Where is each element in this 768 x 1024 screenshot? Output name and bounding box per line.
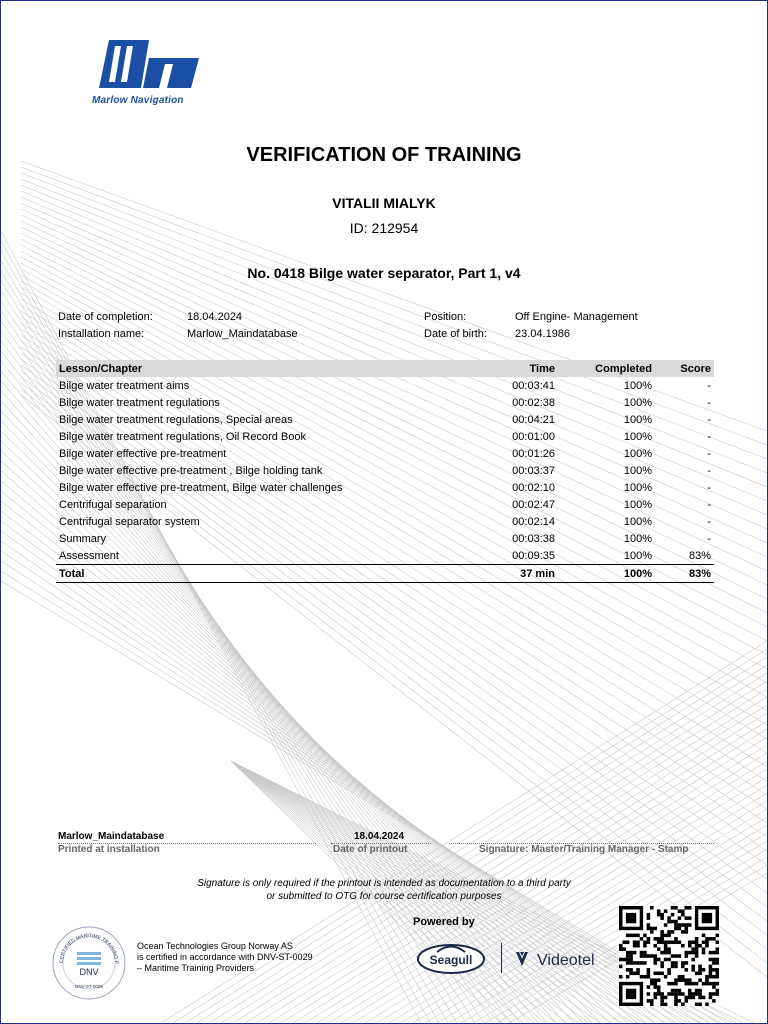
date-of-completion-label: Date of completion:	[58, 311, 153, 323]
total-score: 83%	[655, 565, 714, 583]
total-row	[56, 565, 714, 583]
time-cell: 00:09:35	[512, 549, 555, 562]
lesson-cell: Summary	[59, 532, 107, 545]
table-row	[56, 530, 714, 547]
time-cell: 00:02:38	[512, 396, 555, 409]
time-cell: 00:03:38	[512, 532, 555, 545]
lesson-cell: Bilge water treatment regulations	[59, 396, 220, 409]
dnv-badge-std: DNV-ST-0029	[75, 984, 103, 989]
lesson-cell: Assessment	[59, 549, 119, 562]
score-cell: -	[707, 532, 711, 545]
completed-cell: 100%	[623, 498, 652, 511]
dnv-certification-badge	[51, 925, 127, 1001]
completed-cell: 100%	[623, 464, 652, 477]
table-row	[56, 462, 714, 479]
dob-label: Date of birth:	[424, 328, 487, 340]
dnv-text-line-2: is certified in accordance with DNV-ST-0029	[137, 952, 313, 962]
score-cell: -	[707, 481, 711, 494]
completed-cell: 100%	[623, 549, 652, 562]
time-cell: 00:01:26	[512, 447, 555, 460]
table-row	[56, 445, 714, 462]
videotel-logo	[513, 946, 608, 972]
lesson-table	[56, 360, 714, 583]
time-cell: 00:03:41	[512, 379, 555, 392]
score-cell: -	[707, 464, 711, 477]
dnv-ring-text: CERTIFIED MARITIME TRAINING P	[58, 932, 120, 965]
col-score: Score	[655, 360, 714, 377]
lesson-cell: Bilge water effective pre-treatment , Bilge holding tank	[59, 464, 323, 477]
table-row	[56, 394, 714, 411]
dob-value: 23.04.1986	[515, 328, 571, 340]
table-header-row	[56, 360, 714, 377]
note-line-1: Signature is only required if the printout is intended as documentation to a third party	[197, 878, 571, 889]
lesson-cell: Bilge water treatment aims	[59, 379, 190, 392]
score-cell: -	[707, 430, 711, 443]
lesson-cell: Bilge water treatment regulations, Special areas	[59, 413, 293, 426]
course-title: No. 0418 Bilge water separator, Part 1, v4	[247, 265, 521, 281]
time-cell: 00:02:14	[512, 515, 555, 528]
installation-label: Installation name:	[58, 328, 145, 340]
printed-installation-caption: Printed at installation	[58, 844, 160, 855]
powered-by-label: Powered by	[413, 916, 475, 928]
logo-text: Marlow Navigation	[92, 95, 184, 106]
table-row	[56, 377, 714, 394]
score-cell: 83%	[688, 549, 711, 562]
col-lesson: Lesson/Chapter	[56, 360, 482, 377]
signature-note	[1, 877, 767, 903]
signature-caption: Signature: Master/Training Manager - Stamp	[479, 844, 689, 855]
score-cell: -	[707, 447, 711, 460]
verification-qr-code	[619, 906, 719, 1006]
dnv-badge-name: DNV	[79, 967, 99, 977]
trainee-id: ID: 212954	[349, 220, 419, 236]
seagull-logo	[415, 939, 487, 977]
total-completed: 100%	[558, 565, 655, 583]
lesson-cell: Centrifugal separation	[59, 498, 167, 511]
completed-cell: 100%	[623, 379, 652, 392]
score-cell: -	[707, 396, 711, 409]
completed-cell: 100%	[623, 396, 652, 409]
completed-cell: 100%	[623, 413, 652, 426]
completed-cell: 100%	[623, 532, 652, 545]
time-cell: 00:01:00	[512, 430, 555, 443]
table-row	[56, 513, 714, 530]
videotel-text: Videotel	[537, 952, 595, 969]
position-value: Off Engine- Management	[515, 311, 638, 323]
completed-cell: 100%	[623, 481, 652, 494]
lesson-cell: Bilge water effective pre-treatment, Bilge water challenges	[59, 481, 343, 494]
dnv-text-line-1: Ocean Technologies Group Norway AS	[137, 941, 293, 951]
lesson-cell: Centrifugal separator system	[59, 515, 200, 528]
date-of-completion-value: 18.04.2024	[187, 311, 243, 323]
note-line-2: or submitted to OTG for course certification purposes	[266, 891, 502, 902]
score-cell: -	[707, 498, 711, 511]
dnv-text-line-3: – Maritime Training Providers	[137, 963, 255, 973]
printed-installation-value: Marlow_Maindatabase	[58, 831, 165, 842]
completed-cell: 100%	[623, 430, 652, 443]
table-row	[56, 411, 714, 428]
dnv-certification-text	[137, 941, 313, 974]
score-cell: -	[707, 379, 711, 392]
completed-cell: 100%	[623, 515, 652, 528]
printout-date-value: 18.04.2024	[354, 831, 405, 842]
score-cell: -	[707, 515, 711, 528]
logo-divider	[501, 943, 502, 973]
time-cell: 00:04:21	[512, 413, 555, 426]
score-cell: -	[707, 413, 711, 426]
printout-date-caption: Date of printout	[333, 844, 408, 855]
total-label: Total	[56, 565, 482, 583]
position-label: Position:	[424, 311, 467, 323]
document-title: VERIFICATION OF TRAINING	[246, 144, 522, 166]
installation-value: Marlow_Maindatabase	[187, 328, 298, 340]
time-cell: 00:03:37	[512, 464, 555, 477]
seagull-text: Seagull	[429, 953, 473, 967]
lesson-cell: Bilge water treatment regulations, Oil Record Book	[59, 430, 307, 443]
time-cell: 00:02:10	[512, 481, 555, 494]
table-row	[56, 479, 714, 496]
trainee-name: VITALII MIALYK	[332, 195, 436, 211]
col-time: Time	[482, 360, 558, 377]
completed-cell: 100%	[623, 447, 652, 460]
table-row	[56, 496, 714, 513]
lesson-cell: Bilge water effective pre-treatment	[59, 447, 227, 460]
total-time: 37 min	[482, 565, 558, 583]
table-row	[56, 428, 714, 445]
time-cell: 00:02:47	[512, 498, 555, 511]
col-completed: Completed	[558, 360, 655, 377]
table-row	[56, 547, 714, 565]
